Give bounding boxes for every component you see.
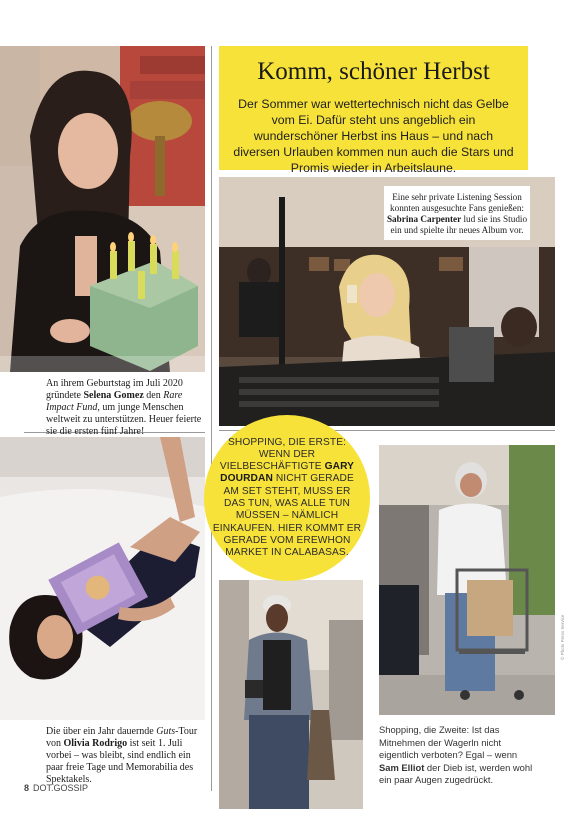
headline-box (219, 46, 528, 175)
caption-sam-post: der Dieb ist, werden wohl ein paar Augen zugedrückt. (379, 761, 533, 785)
shopping-circle (204, 415, 370, 581)
caption-selena-mid: den (143, 390, 164, 401)
caption-sam-name: Sam Elliot (379, 761, 425, 773)
caption-gary-post: NICHT GERADE AM SET STEHT, MUSS ER DAS TUN, WAS ALLE TUN MÜSSEN – NÄMLICH EINKAUFEN. HIER KOMMT ER GERADE VOM EREWHON MARKET IN CALABASAS. (212, 473, 362, 559)
caption-selena-post: , um junge Menschen weltweit zu unterstützen. Heuer feierte sie die ersten fünf Jahre! (46, 402, 202, 437)
caption-gary-pre: SHOPPING, DIE ERSTE: WENN DER VIELBESCHÄFTIGTE (219, 436, 347, 473)
caption-sabrina (384, 186, 530, 240)
page-headline: Komm, schöner Herbst (257, 58, 490, 85)
caption-olivia-mid: -Tour von (46, 726, 198, 749)
caption-selena-pre: An ihrem Geburtstag im Juli 2020 gründete (46, 378, 183, 401)
intro-text: Der Sommer war wettertechnisch nicht das Gelbe vom Ei. Dafür steht uns angeblich ein wunderschöner Herbst ins Haus – und nach diversen Urlauben kommen nun auch die Stars und Promis wieder in Arbeitslaune. (233, 97, 514, 175)
caption-gary-name: GARY DOURDAN (220, 461, 355, 485)
photo-sam-elliot (379, 445, 555, 715)
caption-sabrina-pre: Eine sehr private Listening Session konnten ausgesuchte Fans genießen: (390, 192, 524, 213)
caption-olivia-tour: Guts (156, 726, 176, 737)
caption-selena-name: Selena Gomez (83, 390, 144, 401)
caption-sam (379, 724, 537, 787)
photo-olivia-rodrigo (0, 437, 205, 720)
caption-selena (46, 378, 208, 438)
caption-sam-pre: Shopping, die Zweite: Ist das Mitnehmen der Wagerln nicht eigentlich verboten? Egal – wenn (379, 724, 518, 760)
caption-selena-fund: Rare Impact Fund (46, 390, 183, 413)
caption-sabrina-post: lud sie ins Studio ein und spielte ihr neues Album vor. (390, 214, 528, 235)
page-number: 8 (24, 783, 30, 793)
caption-gary (212, 437, 362, 560)
photo-gary-dourdan (219, 580, 363, 809)
page-footer (24, 783, 88, 793)
photo-selena-gomez (0, 46, 205, 372)
caption-olivia-post: ist seit 1. Juli vorbei – was bleibt, sind endlich ein paar freie Tage und Memorabilia des Spektakels. (46, 738, 194, 785)
caption-olivia-pre: Die über ein Jahr dauernde (46, 726, 157, 737)
column-rule-left (211, 46, 212, 791)
caption-sabrina-name: Sabrina Carpenter (386, 214, 462, 224)
magazine-name: DOT.GOSSIP (33, 783, 89, 793)
caption-olivia (46, 726, 206, 786)
photo-credit: © Photo Press Service (560, 614, 565, 660)
caption-olivia-name: Olivia Rodrigo (63, 738, 128, 749)
